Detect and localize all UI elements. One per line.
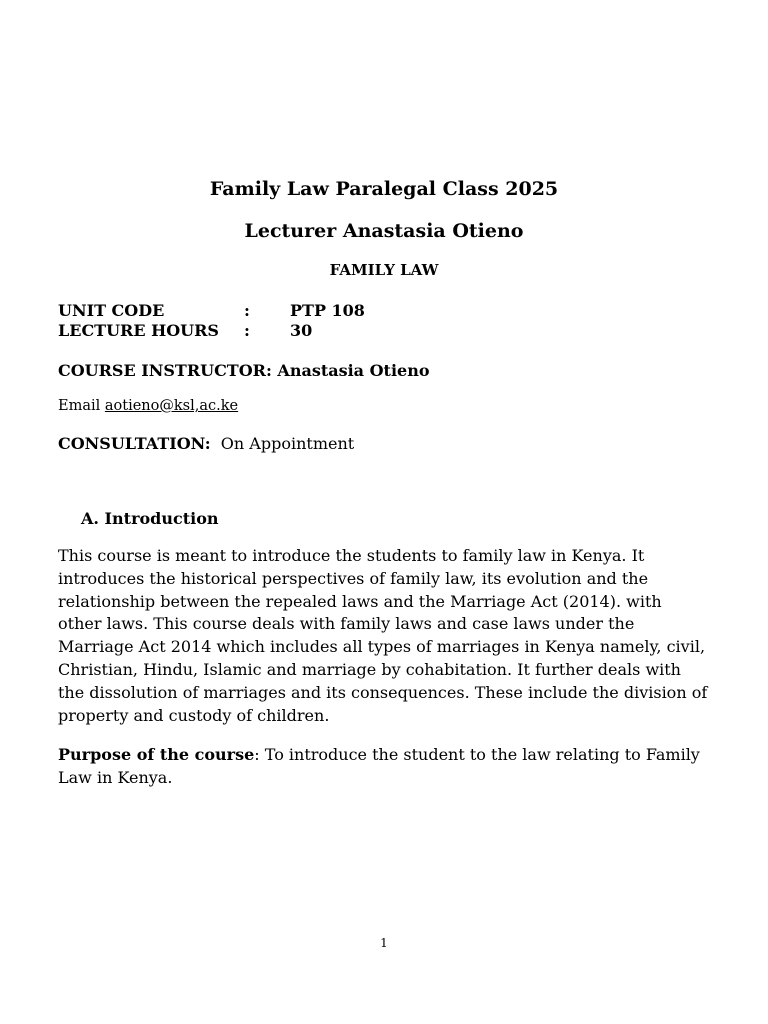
unit-code-separator: : [244,301,250,320]
consultation-value: On Appointment [220,434,355,453]
lecture-hours-row [58,321,312,340]
email-link[interactable]: aotieno@ksl,ac.ke [104,398,239,414]
course-name-heading: FAMILY LAW [329,261,439,279]
unit-code-label: UNIT CODE [58,301,165,320]
lecture-hours-label: LECTURE HOURS [58,321,219,340]
purpose-label: Purpose of the course [58,745,255,764]
consultation-label: CONSULTATION: [58,434,211,453]
unit-code-row [58,301,365,320]
unit-code-value: PTP 108 [290,301,365,320]
lecturer-heading: Lecturer Anastasia Otieno [244,220,524,242]
introduction-paragraph: This course is meant to introduce the students to family law in Kenya. It introduces the historical perspectives of family law, its evolution and the relationship between the repealed laws and the Marriage Act (2014). with other laws. This course deals with family laws and case laws under the Marriage Act 2014 which includes all types of marriages in Kenya namely, civil, Christian, Hindu, Islamic and marriage by cohabitation. It further deals with the dissolution of marriages and its consequences. These include the division of property and custody of children. [58,546,708,725]
email-line [58,398,238,414]
page-number: 1 [380,936,388,950]
document-title: Family Law Paralegal Class 2025 [209,178,559,200]
consultation-line [58,434,354,453]
lecture-hours-separator: : [244,321,250,340]
course-instructor: COURSE INSTRUCTOR: Anastasia Otieno [58,361,430,380]
introduction-heading: A. Introduction [81,509,219,528]
lecture-hours-value: 30 [290,321,313,340]
purpose-text: : To introduce the student to the law relating to Family Law in Kenya. [58,745,700,787]
email-label: Email [58,398,105,414]
purpose-paragraph [58,744,708,790]
